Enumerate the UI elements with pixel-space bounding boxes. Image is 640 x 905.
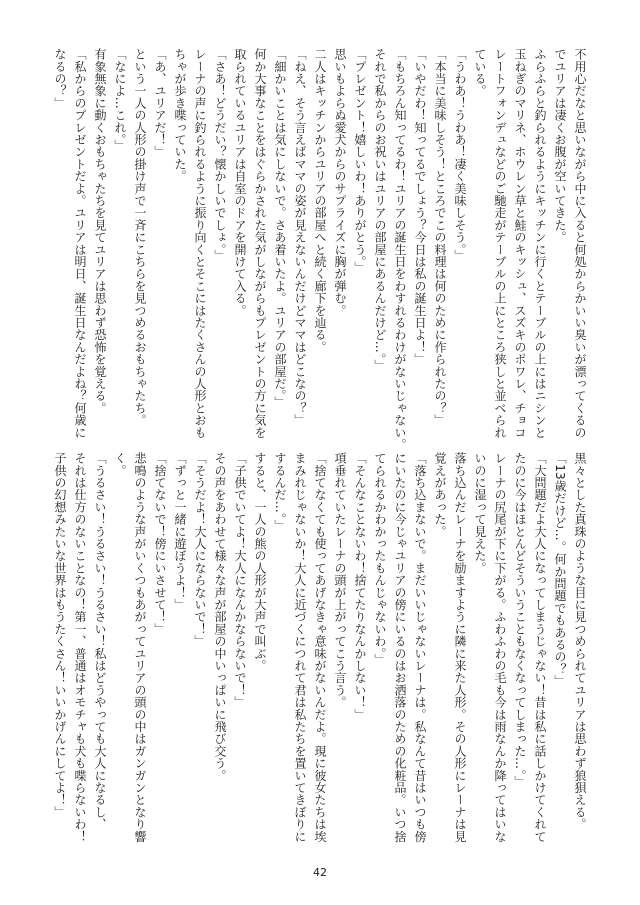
text-line: 玉ねぎのマリネ、ホウレン草と鮭のキッシュ、スズキのポワレ、チョコ — [513, 48, 527, 439]
text-line: 「なによ…これ。」 — [113, 48, 127, 152]
text-line: 取られているユリアは自室のドアを開けて入る。 — [233, 48, 247, 317]
text-line: 「大問題だよ大人になってしまうじゃない！昔は私に話しかけてくれて — [533, 452, 547, 843]
text-line: するんだ…。」 — [273, 452, 287, 532]
text-line: 「本当に美味しそう！ところでこの料理は何のために作られたの？」 — [433, 48, 447, 427]
text-line: 有象無象に動くおもちゃたちを見てユリアは思わず恐怖を覚える。 — [93, 48, 107, 414]
text-line: 「あ、ユリアだ！」 — [153, 48, 167, 158]
text-line: 「子供でいてよ！大人になんかならないで！」 — [233, 452, 247, 709]
text-line: 悲鳴のような声がいくつもあがってユリアの頭の中はガンガンとなり響 — [133, 452, 147, 843]
text-line: 黒々とした真珠のような目に見つめられてユリアは思わず狼狽える。 — [573, 452, 587, 831]
text-line: 覚えがあった。 — [433, 452, 447, 538]
text-line: という一人の人形の掛け声で一斉にこちらを見つめるおもちゃたち。 — [133, 48, 147, 427]
text-line: 「捨てなくても使ってあげなきゃ意味がないんだよ。現に彼女たちは埃 — [313, 452, 327, 843]
text-line: 思いもよらぬ愛犬からのサプライズに胸が弾む。 — [333, 48, 347, 317]
text-line: それで私からのお祝いはユリアの部屋にあるんだけど…。」 — [373, 48, 387, 372]
text-line: その声をあわせて様々な声が部屋の中いっぱいに飛び交う。 — [213, 452, 227, 782]
text-line: ちゃが歩き喋っていた。 — [173, 48, 187, 183]
text-line: 「うるさい！うるさい！うるさい！私はどうやっても大人になるし、 — [93, 452, 107, 831]
text-line: レートフォンデュなどのご馳走がテーブルの上にところ狭しと並べられ — [493, 48, 507, 439]
text-line: 「落ち込まないで。まだいいじゃないレーナは。私なんて昔はいつも傍 — [413, 452, 427, 843]
text-line: 子供の幻想みたいな世界はもうたくさん！いいかげんにしてよ！」 — [53, 452, 67, 818]
text-line: 「そうだよ！大人にならないで！」 — [193, 452, 207, 648]
text-line: まみれじゃないか！大人に近づくにつれて君は私たちを置いてきぼりに — [293, 452, 307, 843]
text-line: 「プレゼント！嬉しいわ！ありがとう。」 — [353, 48, 367, 274]
text-line: 「捨てないで！傍にいさせて！」 — [153, 452, 167, 635]
upper-text-block — [53, 48, 590, 451]
text-line: 「そんなことないわ！捨てたりなんかしない！」 — [353, 452, 367, 721]
page-number: 42 — [313, 866, 327, 879]
text-line: レーナの声に釣られるように振り向くとそこにはたくさんの人形とおも — [193, 48, 207, 439]
text-line: 不用心だなと思いながら中に入ると何処からかいい臭いが漂ってくるの — [573, 48, 587, 439]
text-line: ふらふらと釣られるようにキッチンに行くとテーブルの上にはニシンと — [533, 48, 547, 439]
text-line: 項垂れていたレーナの頭が上がってこう言う。 — [333, 452, 347, 709]
text-line: レーナの尻尾が下に下がる。ふわふわの毛も今は雨なんか降ってはいな — [493, 452, 507, 843]
text-line: 「うわあ！うわあ！凄く美味しそう。」 — [453, 48, 467, 262]
text-line: 落ち込んだレーナを励ますように隣に来た人形。その人形にレーナは見 — [453, 452, 467, 843]
text-line: 「13歳だけど…。何か問題でもあるの？」 — [553, 452, 567, 688]
text-line: 「いやだわ！知ってるでしょう？今日は私の誕生日よ！」 — [413, 48, 427, 366]
text-line: 何か大事なことをはぐらかされた気がしながらもプレゼントの方に気を — [253, 48, 267, 439]
text-line: いのに湿って見えた。 — [473, 452, 487, 574]
text-line: 「ねえ、そう言えばママの姿が見えないんだけどママはどこなの？」 — [293, 48, 307, 427]
text-line: それは仕方のないことなの！第一、普通はオモチャも犬も喋らないわ！ — [73, 452, 87, 843]
text-line: 「細かいことは気にしないで。さあ着いたよ。ユリアの部屋だ。」 — [273, 48, 287, 408]
text-line: く。 — [113, 452, 127, 477]
text-line: なるの？」 — [53, 48, 67, 109]
text-line: 「もちろん知ってるわ！ユリアの誕生日をわすれるわけがないじゃない。 — [393, 48, 407, 451]
text-line: 「さあ！どうだい？懐かしいでしょ。」 — [213, 48, 227, 262]
text-line: 「私からのプレゼントだよ。ユリアは明日、誕生日なんだよね？何歳に — [73, 48, 87, 439]
text-line: でユリアは凄くお腹が空いてきた。 — [553, 48, 567, 244]
lower-text-block — [55, 452, 590, 842]
text-line: 二人はキッチンからユリアの部屋へと続く廊下を辿る。 — [313, 48, 327, 353]
text-line: すると、一人の熊の人形が大声で叫ぶ。 — [253, 452, 267, 672]
text-line: 「ずっと一緒に遊ぼうよ！」 — [173, 452, 187, 611]
text-line: てられるかわかったもんじゃないわ。」 — [373, 452, 387, 666]
text-line: ている。 — [473, 48, 487, 97]
text-line: にいたのに今じゃユリアの傍にいるのはお洒落のための化粧品。いつ捨 — [393, 452, 407, 843]
text-line: たのに今はほとんどそういうこともなくなってしまった…。」 — [513, 452, 527, 788]
